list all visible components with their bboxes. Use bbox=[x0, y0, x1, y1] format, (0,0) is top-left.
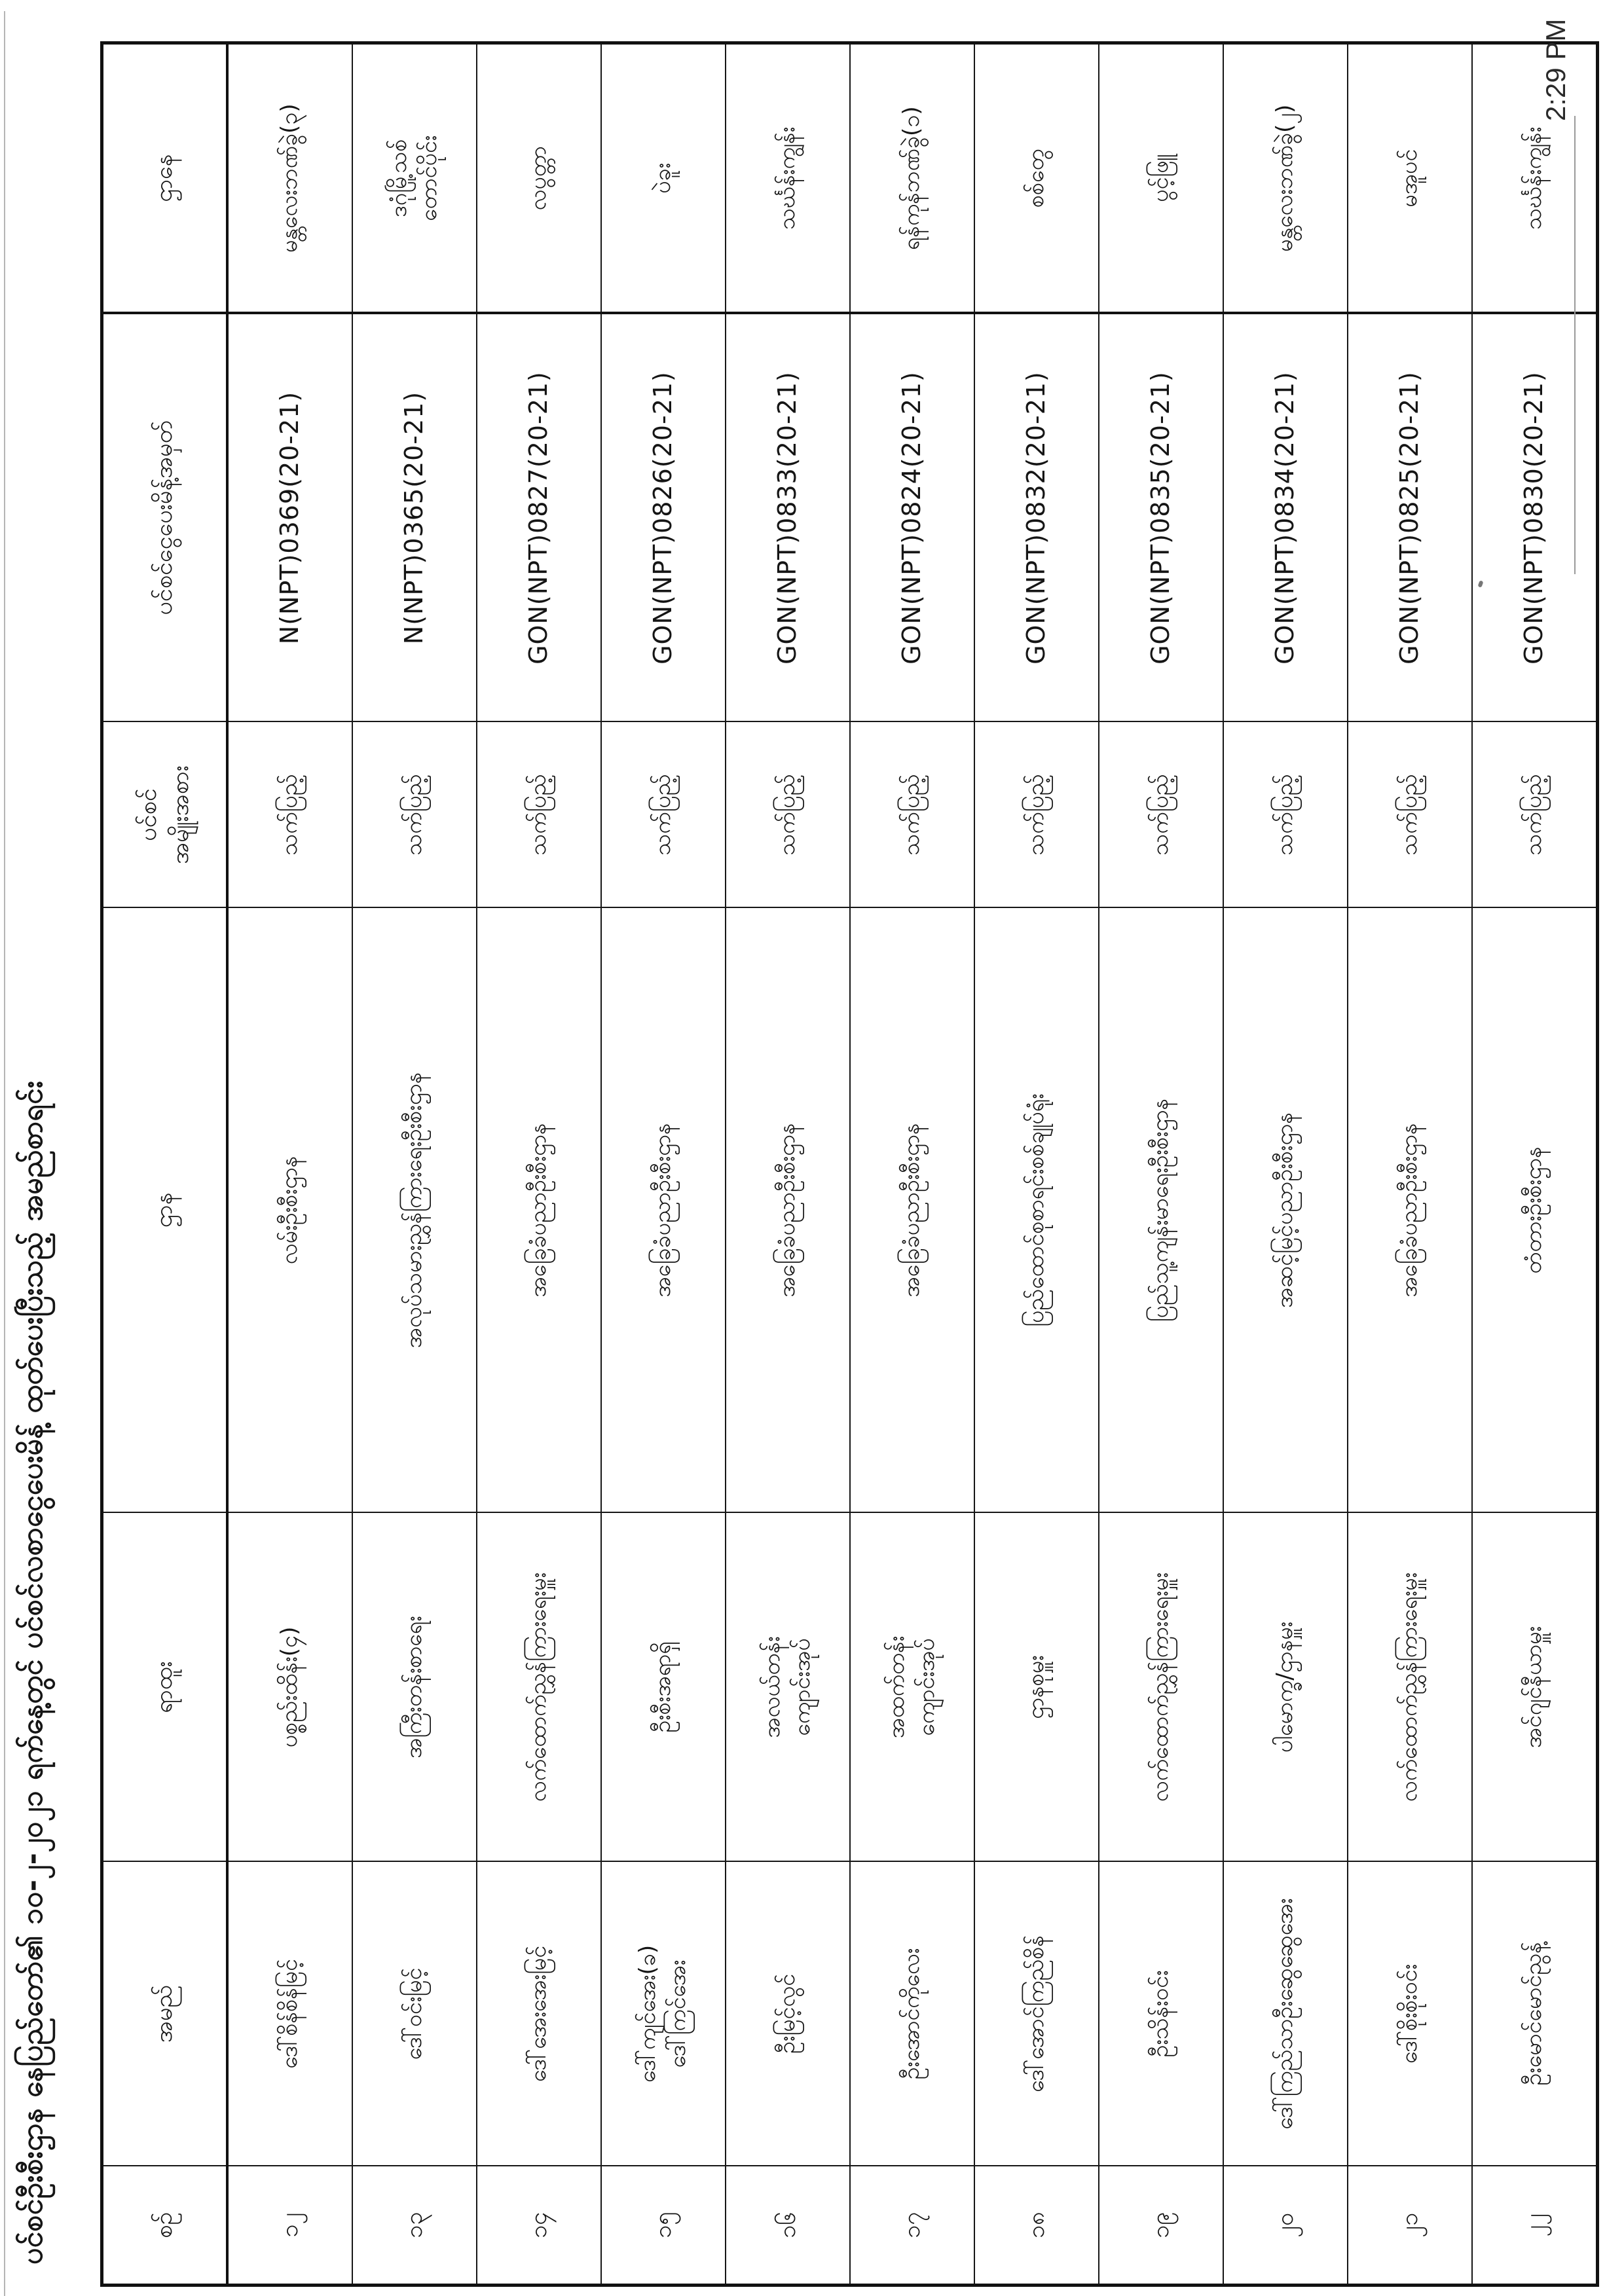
cell-name bbox=[1099, 1862, 1223, 2166]
cell-position bbox=[1472, 1513, 1598, 1862]
cell-text-line: စစ်တွေ bbox=[1023, 149, 1050, 208]
cell-department: အခြေခံပညာဦးစီးဌာန bbox=[850, 908, 974, 1513]
table-row bbox=[352, 43, 477, 2286]
cell-text-line: မအူပင် bbox=[1396, 149, 1423, 208]
cell-text-line: ရန်ကုန်ဘဏ်ခွဲ(၁) bbox=[898, 106, 925, 251]
cell-text-line: ဦးစီးအရာရှိ bbox=[650, 1641, 676, 1733]
cell-name bbox=[227, 1862, 352, 2166]
cell-text-line: ဌာနစုမှူး bbox=[1023, 1655, 1050, 1719]
cell-residence bbox=[726, 43, 850, 314]
cell-text-line: လပွတ္တာ bbox=[525, 146, 552, 211]
cell-serial: ၂၁ bbox=[1348, 2166, 1472, 2286]
cell-text-line: ပစ္စည်းထိန်း(၄) bbox=[276, 1626, 303, 1748]
cell-department: အဆင့်မြင့်ပညာဦးစီးဌာန bbox=[1223, 908, 1348, 1513]
cell-residence bbox=[601, 43, 726, 314]
cell-serial: ၁၃ bbox=[352, 2166, 477, 2286]
cell-text-line: ဒဂုံမြို့သစ် bbox=[386, 139, 413, 218]
cell-text-line: ပွင့်ဖြူ bbox=[1147, 154, 1174, 202]
cell-position bbox=[352, 1513, 477, 1862]
cell-position bbox=[974, 1513, 1099, 1862]
header-order-no: ပင်စင်ငွေပေးမိန့်အမှတ် bbox=[102, 314, 228, 722]
header-department: ဌာန bbox=[102, 908, 228, 1513]
header-pension-type-line1: ပင်စင် bbox=[134, 788, 162, 841]
table-row bbox=[974, 43, 1099, 2286]
cell-text-line: ဒေါ်စိုးစိုးဝင်း bbox=[1396, 1963, 1423, 2064]
cell-position bbox=[1348, 1513, 1472, 1862]
table-body bbox=[227, 43, 1598, 2286]
cell-order-no: GON(NPT)0826(20-21) bbox=[601, 314, 726, 722]
document-title: ပင်စင်ဦးစီးဌာန နေပြည်တော်၏ ၁၀-၂-၂၀၂၁ ရက်နေ့တွင် ပင်စင်လစာငွေပေးမိန့် ထုတ်ပေးပြီးသည့် အမည်စာရင်း bbox=[16, 1080, 49, 2265]
cell-text-line: လက်ထောက်ညွှန်ကြားရေးမှူး bbox=[1396, 1572, 1423, 1802]
cell-order-no: GON(NPT)0830(20-21) bbox=[1472, 314, 1598, 722]
cell-text-line: ဒေါ်အေးအေးမြင့် bbox=[525, 1945, 552, 2083]
table-row bbox=[850, 43, 974, 2286]
table-row bbox=[477, 43, 601, 2286]
cell-name bbox=[601, 1862, 726, 2166]
cell-pension-type: သက်ပြည့် bbox=[1099, 722, 1223, 908]
cell-department: အခြေခံပညာဦးစီးဌာန bbox=[1348, 908, 1472, 1513]
cell-text-line: မန္တလေးဘဏ်ခွဲ(၂) bbox=[1272, 104, 1299, 252]
cell-serial: ၁၇ bbox=[850, 2166, 974, 2286]
cell-position bbox=[1223, 1513, 1348, 1862]
cell-serial: ၁၆ bbox=[726, 2166, 850, 2286]
cell-name bbox=[477, 1862, 601, 2166]
cell-serial: ၁၈ bbox=[974, 2166, 1099, 2286]
cell-text-line: ကျောင်းအုပ် bbox=[913, 1638, 940, 1736]
cell-text-line: မန္တလေးဘဏ်ခွဲ(၃) bbox=[276, 103, 303, 253]
table-row bbox=[1348, 43, 1472, 2286]
cell-order-no: GON(NPT)0832(20-21) bbox=[974, 314, 1099, 722]
header-pension-type-line2: အမျိုးအစား bbox=[166, 765, 194, 864]
table-header-row bbox=[102, 43, 228, 2286]
header-serial: စဉ် bbox=[102, 2166, 228, 2286]
cell-text-line: ဦးမြင့်လွင် bbox=[774, 1973, 801, 2054]
header-name: အမည် bbox=[102, 1862, 228, 2166]
cell-text-line: ဦးမောင်မောင်ညွန့် bbox=[1521, 1942, 1547, 2086]
cell-pension-type: သက်ပြည့် bbox=[1472, 722, 1598, 908]
header-pension-type bbox=[102, 722, 228, 908]
cell-text-line: ဒေါ်ကျင်အေး(ခ) bbox=[635, 1944, 661, 2083]
cell-serial: ၁၉ bbox=[1099, 2166, 1223, 2286]
cell-text-line: ပဲခူး bbox=[650, 162, 676, 194]
scan-artifact-line-2 bbox=[1574, 116, 1576, 574]
cell-order-no: N(NPT)0365(20-21) bbox=[352, 314, 477, 722]
header-position: ရာထူး bbox=[102, 1513, 228, 1862]
cell-department: ပြည်သူ့ကျန်းမာရေးဦးစီးဌာန bbox=[1099, 908, 1223, 1513]
cell-position bbox=[850, 1513, 974, 1862]
cell-serial: ၂၂ bbox=[1472, 2166, 1598, 2286]
cell-text-line: ဒေါ်စိန်စိန်မြင့် bbox=[276, 1959, 303, 2069]
cell-text-line: အလယ်တန်း bbox=[759, 1636, 786, 1738]
cell-text-line: တောင်ပိုင်း bbox=[416, 135, 442, 221]
cell-pension-type: သက်ပြည့် bbox=[850, 722, 974, 908]
cell-name bbox=[850, 1862, 974, 2166]
cell-residence bbox=[227, 43, 352, 314]
cell-position bbox=[726, 1513, 850, 1862]
cell-position bbox=[477, 1513, 601, 1862]
cell-text-line: ဒေါ်အောင်ကြည်စိန် bbox=[1023, 1935, 1050, 2092]
cell-serial: ၁၅ bbox=[601, 2166, 726, 2286]
scan-timestamp: 2:29 PM bbox=[1540, 18, 1571, 121]
cell-pension-type: သက်ပြည့် bbox=[352, 722, 477, 908]
header-residence: ဌာနေ bbox=[102, 43, 228, 314]
table-row bbox=[1099, 43, 1223, 2286]
cell-order-no: GON(NPT)0825(20-21) bbox=[1348, 314, 1472, 722]
pension-table bbox=[100, 41, 1599, 2287]
cell-department: တံတားဦးစီးဌာန bbox=[1472, 908, 1598, 1513]
cell-position bbox=[227, 1513, 352, 1862]
cell-pension-type: သက်ပြည့် bbox=[1223, 722, 1348, 908]
cell-text-line: အင်ဂျင်နီယာမှူး bbox=[1521, 1626, 1547, 1749]
cell-pension-type: သက်ပြည့် bbox=[227, 722, 352, 908]
cell-text-line: လက်ထောက်ညွှန်ကြားရေးမှူး bbox=[1147, 1572, 1174, 1802]
table-row bbox=[227, 43, 352, 2286]
cell-order-no: GON(NPT)0824(20-21) bbox=[850, 314, 974, 722]
cell-pension-type: သက်ပြည့် bbox=[974, 722, 1099, 908]
cell-order-no: GON(NPT)0827(20-21) bbox=[477, 314, 601, 722]
cell-name bbox=[1472, 1862, 1598, 2166]
cell-text-line: ဦးသိန်းဝင်း bbox=[1147, 1970, 1174, 2058]
cell-serial: ၁၂ bbox=[227, 2166, 352, 2286]
cell-order-no: GON(NPT)0835(20-21) bbox=[1099, 314, 1223, 722]
cell-residence bbox=[1472, 43, 1598, 314]
cell-text-line: အကြီးတန်းစာရေး bbox=[401, 1616, 428, 1758]
cell-text-line: သင်္ဃန်းကျွန်း bbox=[1521, 126, 1547, 230]
cell-pension-type: သက်ပြည့် bbox=[726, 722, 850, 908]
cell-department: လမ်းဦးစီးဌာန bbox=[227, 908, 352, 1513]
cell-order-no: GON(NPT)0833(20-21) bbox=[726, 314, 850, 722]
cell-text-line: သင်္ဃန်းကျွန်း bbox=[774, 126, 801, 230]
cell-text-line: လက်ထောက်ညွှန်ကြားရေးမှူး bbox=[525, 1572, 552, 1802]
cell-residence bbox=[1223, 43, 1348, 314]
cell-name bbox=[974, 1862, 1099, 2166]
cell-residence bbox=[974, 43, 1099, 314]
cell-position bbox=[1099, 1513, 1223, 1862]
cell-pension-type: သက်ပြည့် bbox=[601, 722, 726, 908]
cell-department: ပြည်ထောင်စုစာရင်းစစ်ချုပ်ရုံး bbox=[974, 908, 1099, 1513]
cell-department: အခြေခံပညာဦးစီးဌာန bbox=[601, 908, 726, 1513]
table-row bbox=[601, 43, 726, 2286]
cell-text-line: ဒေါ်ကြည်သာဦးဆွေဆွေအေး bbox=[1272, 1898, 1299, 2130]
cell-serial: ၂၀ bbox=[1223, 2166, 1348, 2286]
table-row bbox=[1223, 43, 1348, 2286]
scan-artifact-line bbox=[4, 11, 5, 2296]
cell-residence bbox=[1099, 43, 1223, 314]
cell-name bbox=[352, 1862, 477, 2166]
cell-department: အလုပ်သမားညွှန်ကြားရေးဦးစီးဌာန bbox=[352, 908, 477, 1513]
table-row bbox=[1472, 43, 1598, 2286]
cell-text-line: အထက်တန်း bbox=[883, 1635, 910, 1739]
table-row bbox=[726, 43, 850, 2286]
cell-pension-type: သက်ပြည့် bbox=[1348, 722, 1472, 908]
cell-serial: ၁၄ bbox=[477, 2166, 601, 2286]
cell-name bbox=[1223, 1862, 1348, 2166]
cell-department: အခြေခံပညာဦးစီးဌာန bbox=[726, 908, 850, 1513]
cell-residence bbox=[477, 43, 601, 314]
cell-residence bbox=[850, 43, 974, 314]
cell-text-line: ဒေါ်ကြင်အေး bbox=[665, 1959, 691, 2068]
cell-text-line: ပါမောက္ခ/ဌာနမှူး bbox=[1272, 1621, 1299, 1753]
cell-residence bbox=[1348, 43, 1472, 314]
cell-name bbox=[1348, 1862, 1472, 2166]
cell-residence bbox=[352, 43, 477, 314]
cell-name bbox=[726, 1862, 850, 2166]
cell-text-line: ကျောင်းအုပ် bbox=[789, 1638, 815, 1736]
cell-department: အခြေခံပညာဦးစီးဌာန bbox=[477, 908, 601, 1513]
cell-text-line: ဦးအောင်ကိုလေး bbox=[898, 1948, 925, 2080]
cell-position bbox=[601, 1513, 726, 1862]
cell-order-no: N(NPT)0369(20-21) bbox=[227, 314, 352, 722]
cell-order-no: GON(NPT)0834(20-21) bbox=[1223, 314, 1348, 722]
cell-text-line: ဒေါ်ဝင်းမြင့် bbox=[401, 1967, 428, 2060]
cell-pension-type: သက်ပြည့် bbox=[477, 722, 601, 908]
